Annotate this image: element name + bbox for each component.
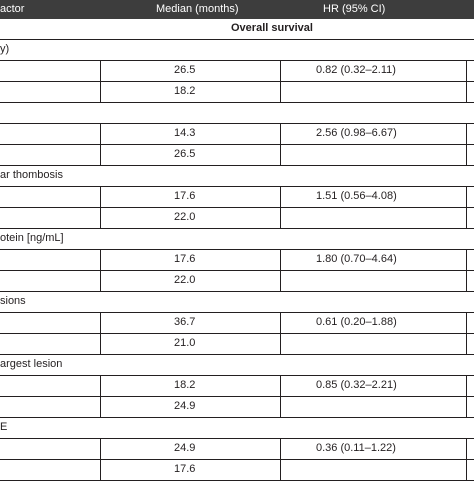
- table-cell: [0, 208, 100, 228]
- table-row: [0, 439, 474, 460]
- header-factor: actor: [0, 3, 25, 15]
- table-cell: [280, 208, 466, 228]
- median-value: 22.0: [174, 274, 196, 286]
- hr-value: 2.56 (0.98–6.67): [316, 127, 397, 139]
- table-cell: [466, 208, 474, 228]
- table-cell: [466, 124, 474, 144]
- table-cell: [0, 460, 100, 480]
- group-row: [0, 418, 474, 439]
- table-row: [0, 271, 474, 292]
- hr-value: 0.61 (0.20–1.88): [316, 316, 397, 328]
- group-row: [0, 229, 474, 250]
- table-cell: [466, 313, 474, 333]
- table-cell: [280, 271, 466, 291]
- median-value: 17.6: [174, 253, 196, 265]
- table-cell: [280, 145, 466, 165]
- median-value: 22.0: [174, 211, 196, 223]
- table-cell: [466, 376, 474, 396]
- table-cell: [280, 82, 466, 102]
- table-cell: [0, 313, 100, 333]
- group-label: otein [ng/mL]: [0, 232, 64, 244]
- median-value: 18.2: [174, 85, 196, 97]
- table-cell: [466, 82, 474, 102]
- table-cell: [280, 397, 466, 417]
- group-label: y): [0, 43, 10, 55]
- table-body: [0, 19, 474, 481]
- median-value: 21.0: [174, 337, 196, 349]
- table-header: [0, 0, 474, 19]
- header-hr: HR (95% CI): [323, 3, 386, 15]
- table-cell: [466, 145, 474, 165]
- table-cell: [280, 460, 466, 480]
- header-median: Median (months): [156, 3, 239, 15]
- table-row: [0, 145, 474, 166]
- table-cell: [466, 460, 474, 480]
- table-row: [0, 61, 474, 82]
- group-label: ar thombosis: [0, 169, 63, 181]
- table-cell: [0, 376, 100, 396]
- table-cell: [280, 334, 466, 354]
- group-row: [0, 40, 474, 61]
- survival-heading-row: [0, 19, 474, 40]
- table-row: [0, 82, 474, 103]
- table-row: [0, 187, 474, 208]
- median-value: 14.3: [174, 127, 196, 139]
- table-row: [0, 397, 474, 418]
- hr-value: 0.36 (0.11–1.22): [316, 442, 396, 454]
- median-value: 17.6: [174, 190, 196, 202]
- median-value: 18.2: [174, 379, 196, 391]
- table-row: [0, 460, 474, 481]
- group-label: argest lesion: [0, 358, 63, 370]
- median-value: 36.7: [174, 316, 196, 328]
- median-value: 24.9: [174, 400, 196, 412]
- median-value: 26.5: [174, 64, 196, 76]
- group-label: sions: [0, 295, 26, 307]
- group-row: [0, 166, 474, 187]
- hr-value: 1.51 (0.56–4.08): [316, 190, 397, 202]
- table-cell: [0, 124, 100, 144]
- table-cell: [0, 187, 100, 207]
- table-row: [0, 250, 474, 271]
- survival-heading: Overall survival: [231, 22, 313, 34]
- group-row: [0, 103, 474, 124]
- median-value: 26.5: [174, 148, 196, 160]
- table-cell: [466, 397, 474, 417]
- table-cell: [0, 145, 100, 165]
- hr-value: 0.85 (0.32–2.21): [316, 379, 397, 391]
- table-cell: [0, 439, 100, 459]
- group-row: [0, 355, 474, 376]
- group-label: E: [0, 421, 8, 433]
- table-row: [0, 208, 474, 229]
- table-cell: [0, 397, 100, 417]
- table-cell: [0, 61, 100, 81]
- table-cell: [466, 334, 474, 354]
- table-cell: [0, 250, 100, 270]
- table-cell: [466, 187, 474, 207]
- table-cell: [0, 334, 100, 354]
- table-cell: [0, 271, 100, 291]
- group-row: [0, 292, 474, 313]
- table-cell: [0, 82, 100, 102]
- median-value: 24.9: [174, 442, 196, 454]
- table-cell: [466, 271, 474, 291]
- median-value: 17.6: [174, 463, 196, 475]
- table-cell: [466, 439, 474, 459]
- table-row: [0, 376, 474, 397]
- table-row: [0, 313, 474, 334]
- table-cell: [466, 61, 474, 81]
- table-row: [0, 124, 474, 145]
- hr-value: 1.80 (0.70–4.64): [316, 253, 397, 265]
- table-row: [0, 334, 474, 355]
- hr-value: 0.82 (0.32–2.11): [316, 64, 396, 76]
- table-cell: [466, 250, 474, 270]
